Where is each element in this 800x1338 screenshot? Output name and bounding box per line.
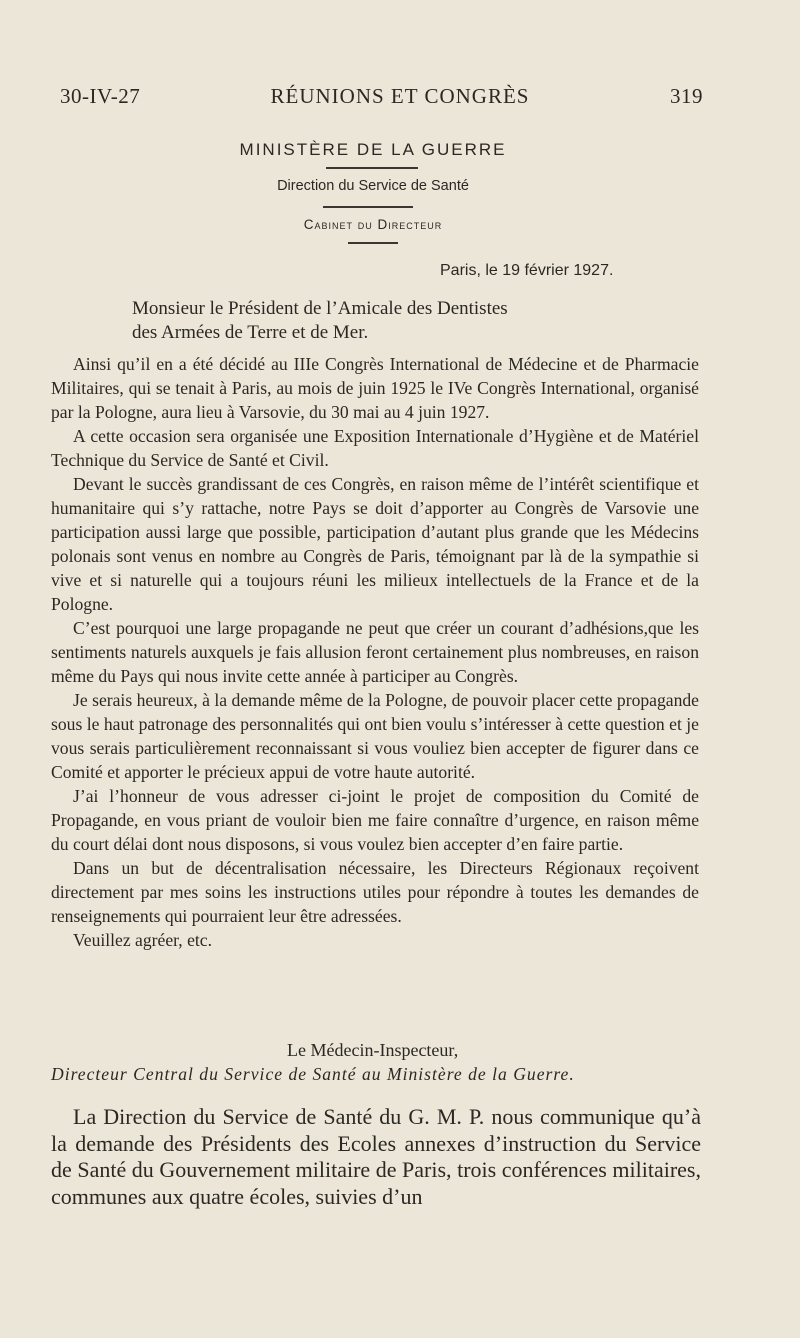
signature: Le Médecin-Inspecteur,	[287, 1040, 459, 1060]
recipient-line: Monsieur le Président de l’Amicale des Dentistes	[132, 298, 508, 319]
letter-body	[51, 352, 699, 952]
direction-heading: Direction du Service de Santé	[277, 178, 469, 194]
paragraph: Je serais heureux, à la demande même de la Pologne, de pouvoir placer cette propagande sous le haut patronage des personnalités qui ont bien voulu s’intéresser à cette question et je vous serais particulièrement reconnaissant si vous vouliez bien accepter de figurer dans ce Comité et apporter le précieux appui de votre haute autorité.	[51, 690, 699, 782]
signature-title: Directeur Central du Service de Santé au Ministère de la Guerre.	[51, 1064, 575, 1084]
ministry-heading: MINISTÈRE DE LA GUERRE	[239, 140, 507, 159]
continuation-text	[51, 1104, 701, 1210]
paragraph: La Direction du Service de Santé du G. M. P. nous communique qu’à la demande des Présidents des Ecoles annexes d’instruction du Service de Santé du Gouvernement militaire de Paris, trois conférences militaires, communes aux quatre écoles, suivies d’un	[51, 1104, 701, 1209]
running-head-title: RÉUNIONS ET CONGRÈS	[270, 84, 530, 108]
paragraph: Dans un but de décentralisation nécessaire, les Directeurs Régionaux reçoivent directement par mes soins les instructions utiles pour répondre à toutes les demandes de renseignements qui pourraient leur être adressées.	[51, 858, 699, 926]
heading-divider	[326, 167, 418, 169]
paragraph: Ainsi qu’il en a été décidé au IIIe Congrès International de Médecine et de Pharmacie Militaires, qui se tenait à Paris, au mois de juin 1925 le IVe Congrès International, organisé par la Pologne, aura lieu à Varsovie, du 30 mai au 4 juin 1927.	[51, 354, 699, 422]
paragraph: Veuillez agréer, etc.	[73, 930, 212, 950]
paragraph: A cette occasion sera organisée une Exposition Internationale d’Hygiène et de Matériel Technique du Service de Santé et Civil.	[51, 426, 699, 470]
heading-divider	[348, 242, 398, 244]
paragraph: Devant le succès grandissant de ces Congrès, en raison même de l’intérêt scientifique et humanitaire qui s’y rattache, notre Pays se doit d’apporter au Congrès de Varsovie une participation aussi large que possible, participation d’autant plus grande que les Médecins polonais sont venus en nombre au Congrès de Paris, témoignant par là de la sympathie si vive et si naturelle qui a toujours réuni les milieux intellectuels de la France et de la Pologne.	[51, 474, 699, 614]
letter-date: Paris, le 19 février 1927.	[440, 262, 614, 279]
cabinet-heading: Cabinet du Directeur	[303, 217, 443, 232]
paragraph: J’ai l’honneur de vous adresser ci-joint le projet de composition du Comité de Propagande, en vous priant de vouloir bien me faire connaître d’urgence, en raison même du court délai dont nous disposons, si vous voulez bien accepter d’en faire partie.	[51, 786, 699, 854]
page-number: 319	[670, 84, 703, 108]
heading-divider	[323, 206, 413, 208]
running-head-date: 30-IV-27	[60, 84, 141, 108]
recipient-line: des Armées de Terre et de Mer.	[132, 322, 369, 343]
paragraph: C’est pourquoi une large propagande ne peut que créer un courant d’adhésions,que les sentiments naturels auxquels je fais allusion feront certainement plus nombreuses, en raison même du Pays qui nous invite cette année à participer au Congrès.	[51, 618, 699, 686]
